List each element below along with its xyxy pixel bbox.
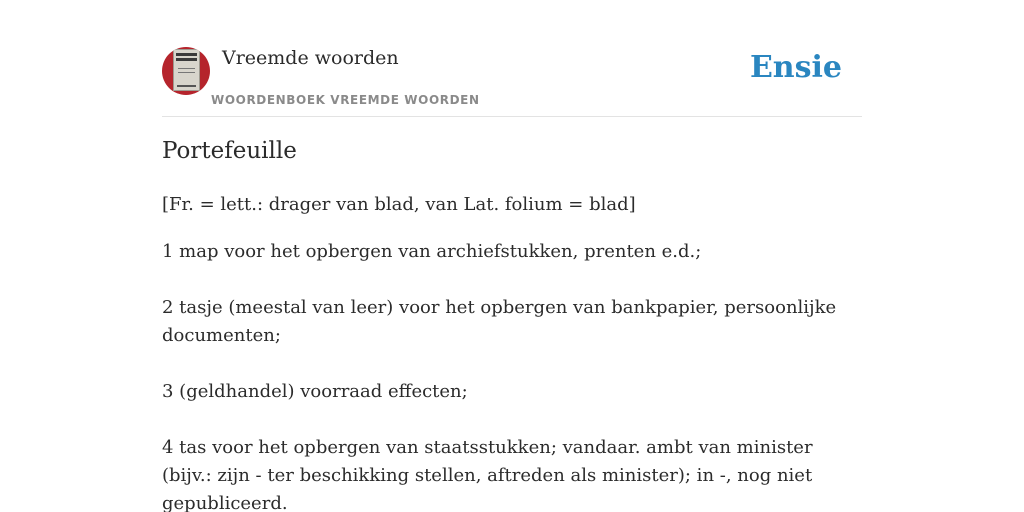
entry-title: Portefeuille [162, 138, 297, 164]
definition-item: 1 map voor het opbergen van archiefstukken, prenten e.d.; [162, 241, 702, 262]
definition-item: 3 (geldhandel) voorraad effecten; [162, 381, 468, 402]
dictionary-avatar[interactable] [162, 47, 210, 95]
dictionary-subtitle: WOORDENBOEK VREEMDE WOORDEN [211, 93, 480, 107]
book-cover-icon [173, 49, 200, 91]
definition-item: 2 tasje (meestal van leer) voor het opbergen van bankpapier, persoonlijke documenten; [162, 297, 837, 346]
definition-list [162, 238, 862, 512]
dictionary-title[interactable]: Vreemde woorden [222, 47, 399, 69]
entry-etymology: [Fr. = lett.: drager van blad, van Lat. folium = blad] [162, 194, 636, 215]
dictionary-header [162, 44, 862, 117]
ensie-logo-link[interactable]: Ensie [749, 50, 842, 85]
definition-item: 4 tas voor het opbergen van staatsstukken; vandaar. ambt van minister (bijv.: zijn - ter beschikking stellen, aftreden als minister); in -, nog niet gepubliceerd. [162, 437, 813, 512]
